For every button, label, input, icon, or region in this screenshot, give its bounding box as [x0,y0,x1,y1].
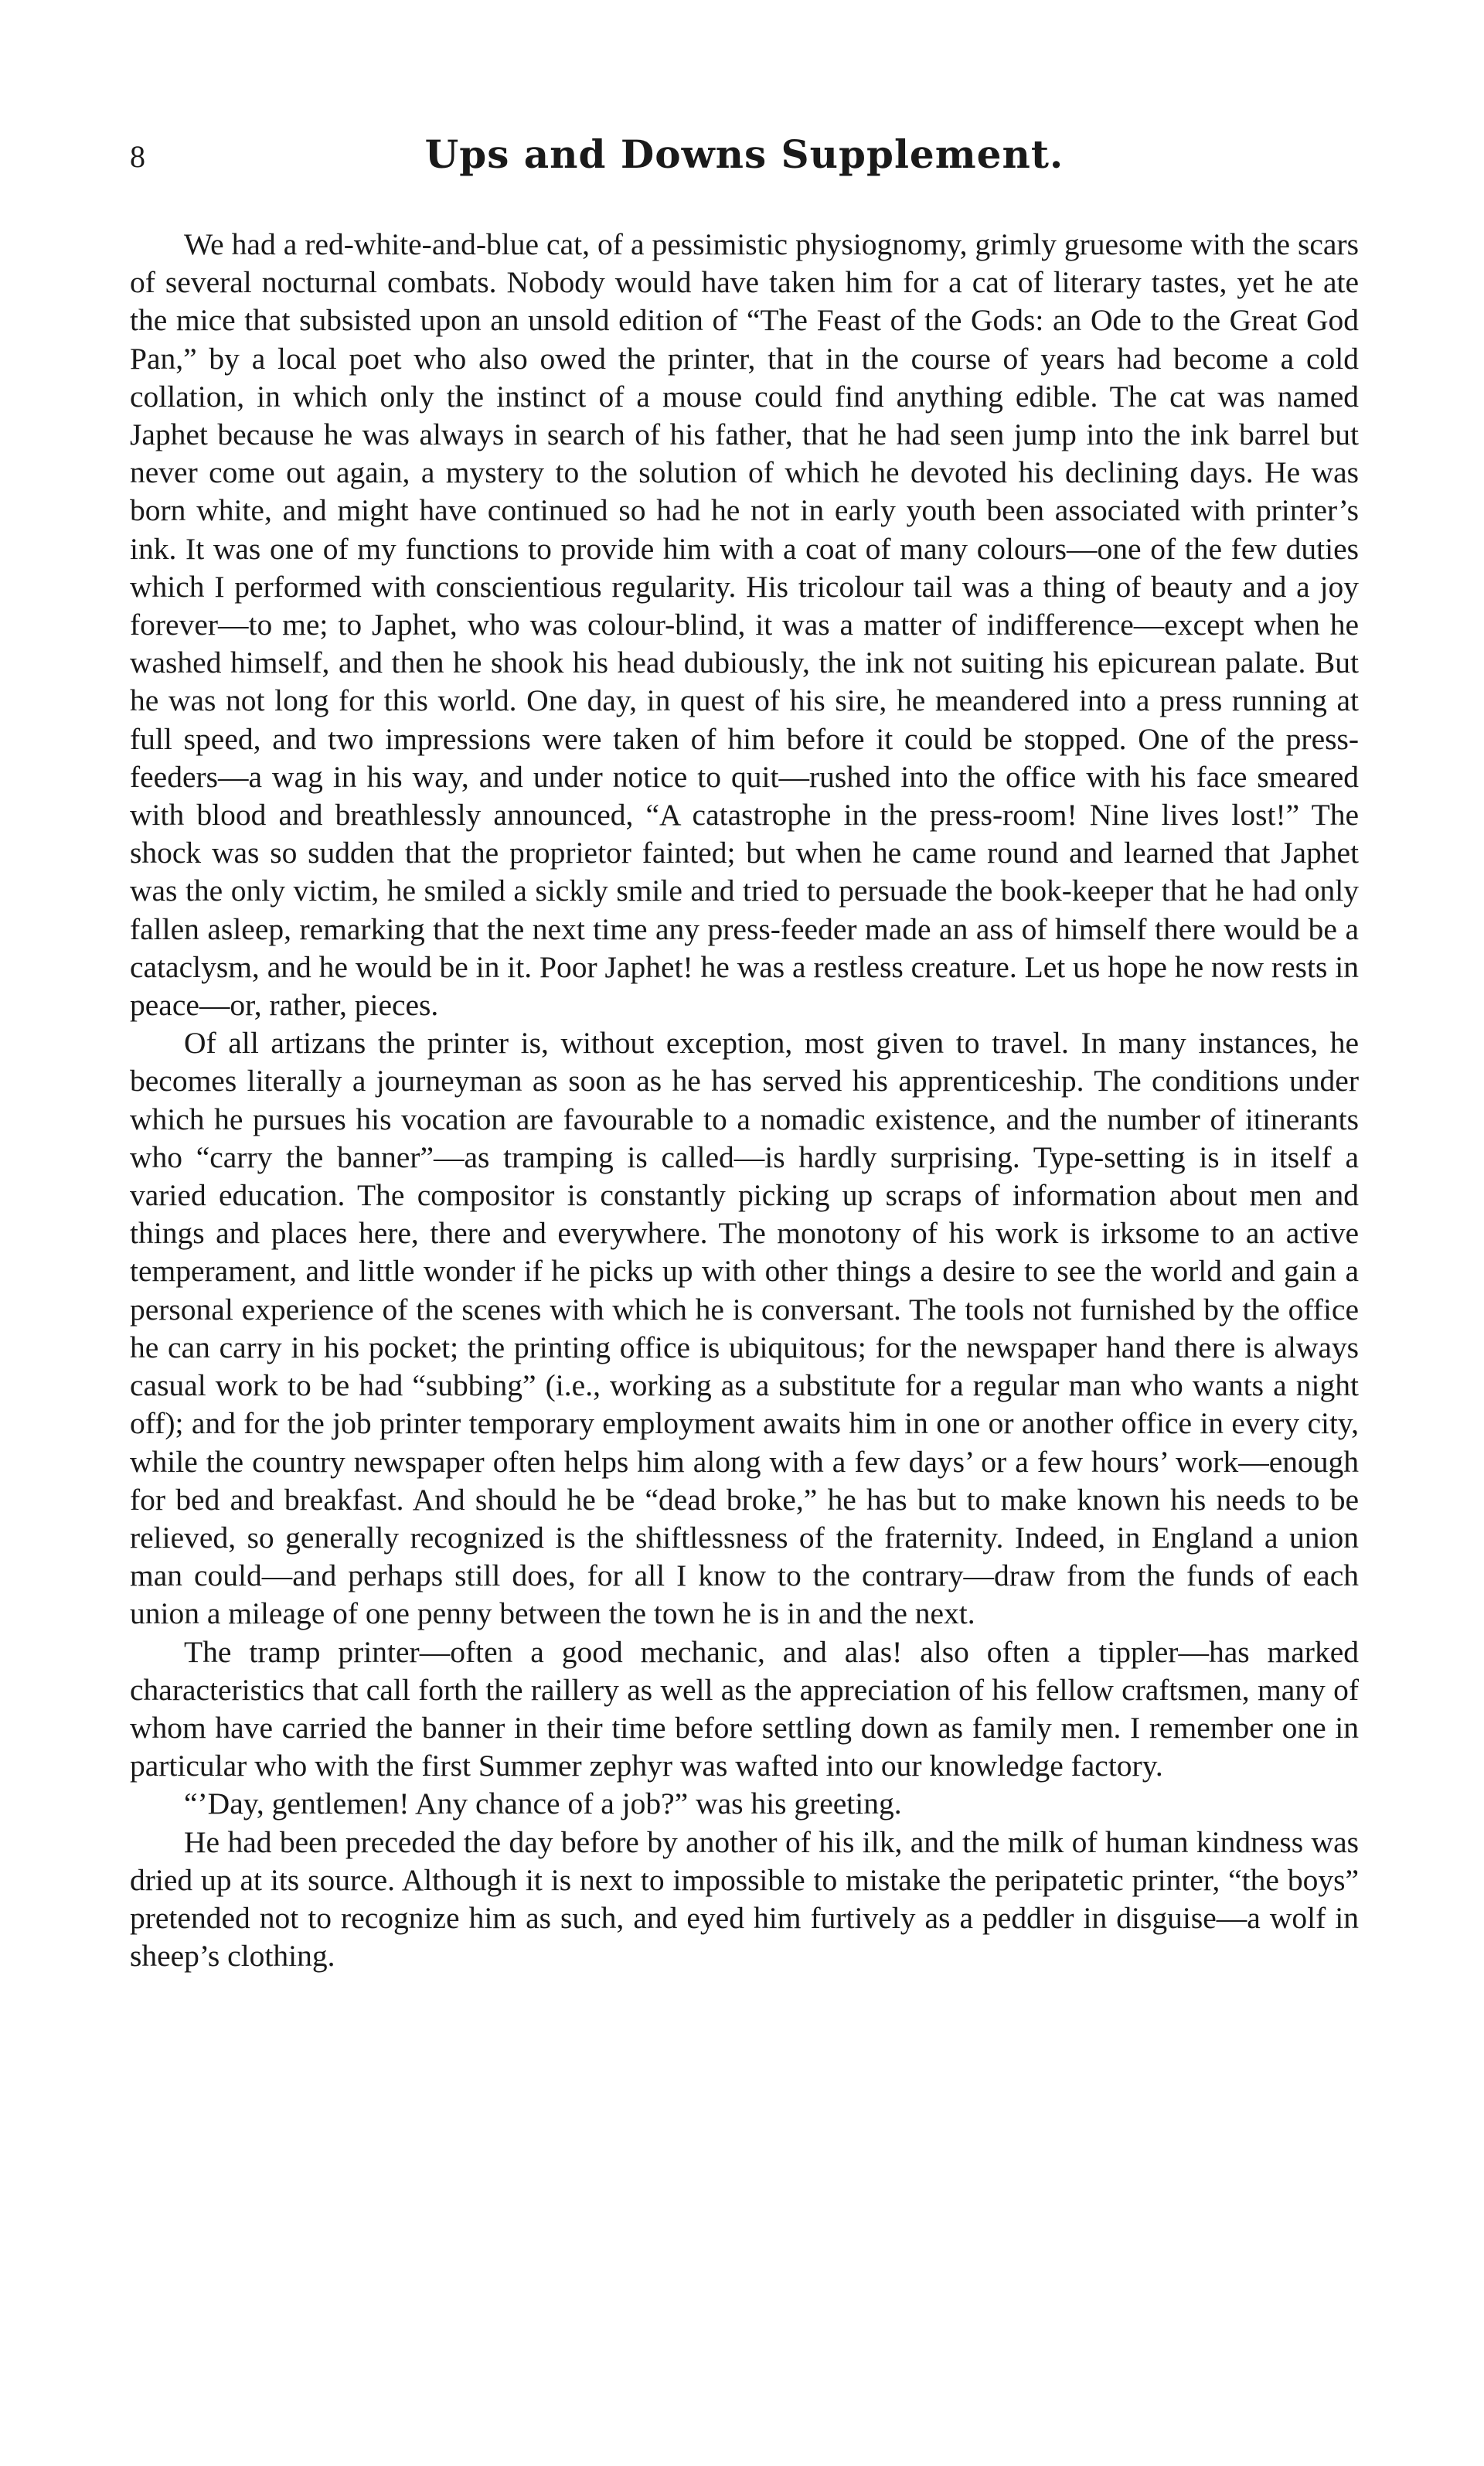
running-title: Ups and Downs Supplement. [424,131,1064,177]
body-text [130,226,1359,1975]
paragraph-tramp-printer: The tramp printer—often a good mechanic, and alas! also often a tippler—has marked characteristics that call forth the raillery as well as the appreciation of his fellow craftsmen, many of whom have carried the banner in their time before settling down as family men. I remember one in particular who with the first Summer zephyr was wafted into our knowledge factory. [130,1634,1359,1783]
page-header [130,131,1359,186]
paragraph-japhet-cat: We had a red-white-and-blue cat, of a pessimistic physiognomy, grimly gruesome with the scars of several nocturnal combats. Nobody would have taken him for a cat of literary tastes, yet he ate the mice that subsisted upon an unsold edition of “The Feast of the Gods: an Ode to the Great God Pan,” by a local poet who also owed the printer, that in the course of years had become a cold collation, in which only the instinct of a mouse could find anything edible. The cat was named Japhet because he was always in search of his father, that he had seen jump into the ink barrel but never come out again, a mystery to the solution of which he devoted his declining days. He was born white, and might have continued so had he not in early youth been associated with printer’s ink. It was one of my functions to provide him with a coat of many colours—one of the few duties which I performed with conscientious regularity. His tricolour tail was a thing of beauty and a joy forever—to me; to Japhet, who was colour-blind, it was a matter of indifference—except when he washed himself, and then he shook his head dubiously, the ink not suiting his epicurean palate. But he was not long for this world. One day, in quest of his sire, he meandered into a press running at full speed, and two impressions were taken of him before it could be stopped. One of the press-feeders—a wag in his way, and under notice to quit—rushed into the office with his face smeared with blood and breathlessly announced, “A catastrophe in the press-room! Nine lives lost!” The shock was so sudden that the proprietor fainted; but when he came round and learned that Japhet was the only victim, he smiled a sickly smile and tried to persuade the book-keeper that he had only fallen asleep, remarking that the next time any press-feeder made an ass of himself there would be a cataclysm, and he would be in it. Poor Japhet! he was a restless creature. Let us hope he now rests in peace—or, rather, pieces. [130,227,1359,1023]
paragraph-greeting: “’Day, gentlemen! Any chance of a job?” was his greeting. [184,1786,902,1821]
page-number: 8 [130,139,145,174]
paragraph-peddler: He had been preceded the day before by another of his ilk, and the milk of human kindness was dried up at its source. Although it is next to impossible to mistake the peripatetic printer, “the boys” pretended not to recognize him as such, and eyed him furtively as a peddler in disguise—a wolf in sheep’s clothing. [130,1824,1359,1974]
paragraph-printer-travel: Of all artizans the printer is, without exception, most given to travel. In many instances, he becomes literally a journeyman as soon as he has served his apprenticeship. The conditions under which he pursues his vocation are favourable to a nomadic existence, and the number of itinerants who “carry the banner”—as tramping is called—is hardly surprising. Type-setting is in itself a varied education. The compositor is constantly picking up scraps of information about men and things and places here, there and everywhere. The monotony of his work is irksome to an active temperament, and little wonder if he picks up with other things a desire to see the world and gain a personal experience of the scenes with which he is conversant. The tools not furnished by the office he can carry in his pocket; the printing office is ubiquitous; for the newspaper hand there is always casual work to be had “subbing” (i.e., working as a substitute for a regular man who wants a night off); and for the job printer temporary employment awaits him in one or another office in every city, while the country newspaper often helps him along with a few days’ or a few hours’ work—enough for bed and breakfast. And should he be “dead broke,” he has but to make known his needs to be relieved, so generally recognized is the shiftlessness of the fraternity. Indeed, in England a union man could—and perhaps still does, for all I know to the contrary—draw from the funds of each union a mileage of one penny between the town he is in and the next. [130,1026,1359,1631]
